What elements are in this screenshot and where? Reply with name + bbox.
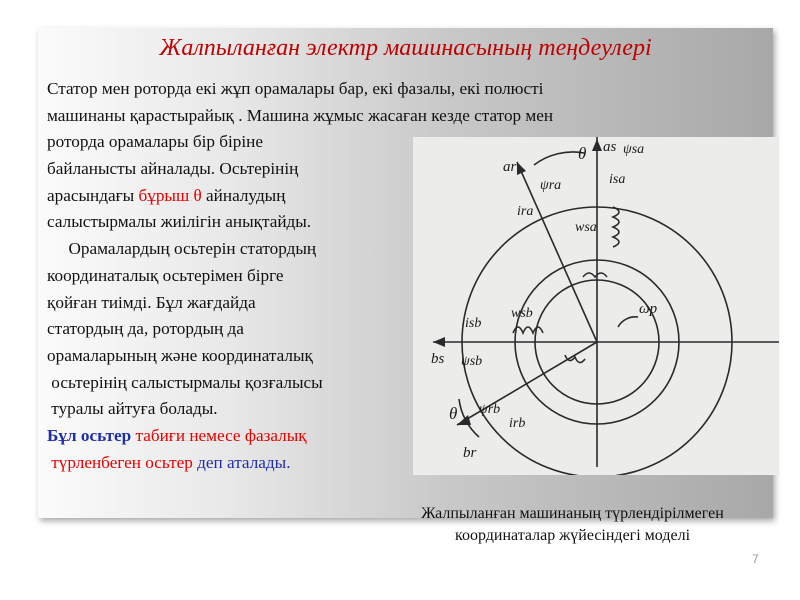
rotation-arc bbox=[618, 317, 638, 327]
as-label: as bbox=[603, 139, 617, 155]
page-number: 7 bbox=[752, 552, 759, 566]
body-line-10: статордың да, ротордың да bbox=[47, 319, 244, 339]
untransformed-axes-text: түрленбеген осьтер bbox=[47, 452, 193, 472]
w-as-label: wsa bbox=[575, 220, 597, 235]
body-line-2: машинаны қарастырайық . Машина жұмыс жасаған кезде статор мен bbox=[47, 105, 554, 125]
axes-term: Бұл осьтер bbox=[47, 425, 132, 445]
natural-phase-text: табиғи немесе фазалық bbox=[131, 425, 307, 445]
i-as-label: isa bbox=[609, 172, 626, 187]
w-bs-label: wsb bbox=[511, 306, 533, 321]
machine-diagram-svg bbox=[413, 137, 779, 475]
body-line-1: Статор мен роторда екі жұп орамалары бар, екі фазалы, екі полюсті bbox=[47, 79, 544, 98]
called-word: деп bbox=[192, 452, 223, 472]
body-line-12: осьтерінің салыстырмалы қозғалысы bbox=[47, 372, 323, 392]
body-line-5-end: айналудың bbox=[201, 185, 286, 205]
body-line-11: орамаларының және координаталық bbox=[47, 345, 313, 365]
body-line-3: роторда орамалары бір біріне bbox=[47, 132, 264, 152]
i-bs-label: isb bbox=[465, 316, 482, 331]
ar-label: ar bbox=[503, 159, 517, 175]
stator-coil-b bbox=[513, 327, 543, 333]
omega-label: ωp bbox=[639, 301, 658, 317]
slide-title: Жалпыланған электр машинасының теңдеулері bbox=[159, 35, 652, 61]
rotor-coil-b bbox=[565, 355, 585, 363]
body-line-5-start: арасындағы bbox=[47, 185, 139, 205]
psi-as-label: ψsa bbox=[623, 142, 645, 157]
i-ar-label: ira bbox=[517, 204, 534, 219]
psi-br-label: ψrb bbox=[479, 402, 501, 417]
angle-theta-text: бұрыш θ bbox=[138, 185, 202, 205]
caption-line-1: Жалпыланған машинаның түрлендірілмеген bbox=[421, 505, 724, 522]
as-arrow-head bbox=[592, 139, 602, 151]
theta-label-left: θ bbox=[449, 404, 458, 423]
psi-bs-label: ψsb bbox=[461, 354, 483, 369]
body-line-6: салыстырмалы жиілігін анықтайды. bbox=[47, 212, 312, 232]
theta-label-top: θ bbox=[578, 144, 587, 163]
body-line-13: туралы айтуға болады. bbox=[47, 399, 218, 419]
machine-model-diagram bbox=[413, 137, 779, 475]
br-label: br bbox=[463, 445, 477, 461]
rotor-coil-a bbox=[583, 273, 607, 277]
i-br-label: irb bbox=[509, 416, 526, 431]
caption-line-2: координаталар жүйесіндегі моделі bbox=[454, 527, 691, 544]
body-line-4: байланысты айналады. Осьтерінің bbox=[47, 159, 299, 179]
psi-ar-label: ψra bbox=[540, 178, 562, 193]
bs-label: bs bbox=[431, 351, 445, 367]
stator-coil-a bbox=[613, 207, 619, 247]
bs-arrow-head bbox=[433, 337, 445, 347]
body-line-8: координаталық осьтерімен бірге bbox=[47, 265, 284, 285]
called-end: аталады. bbox=[222, 452, 291, 472]
diagram-caption bbox=[375, 503, 770, 547]
body-line-7: Орамалардың осьтерін статордың bbox=[47, 239, 317, 259]
theta-arc-top bbox=[534, 152, 584, 165]
body-line-9: қойған тиімді. Бұл жағдайда bbox=[47, 292, 256, 312]
